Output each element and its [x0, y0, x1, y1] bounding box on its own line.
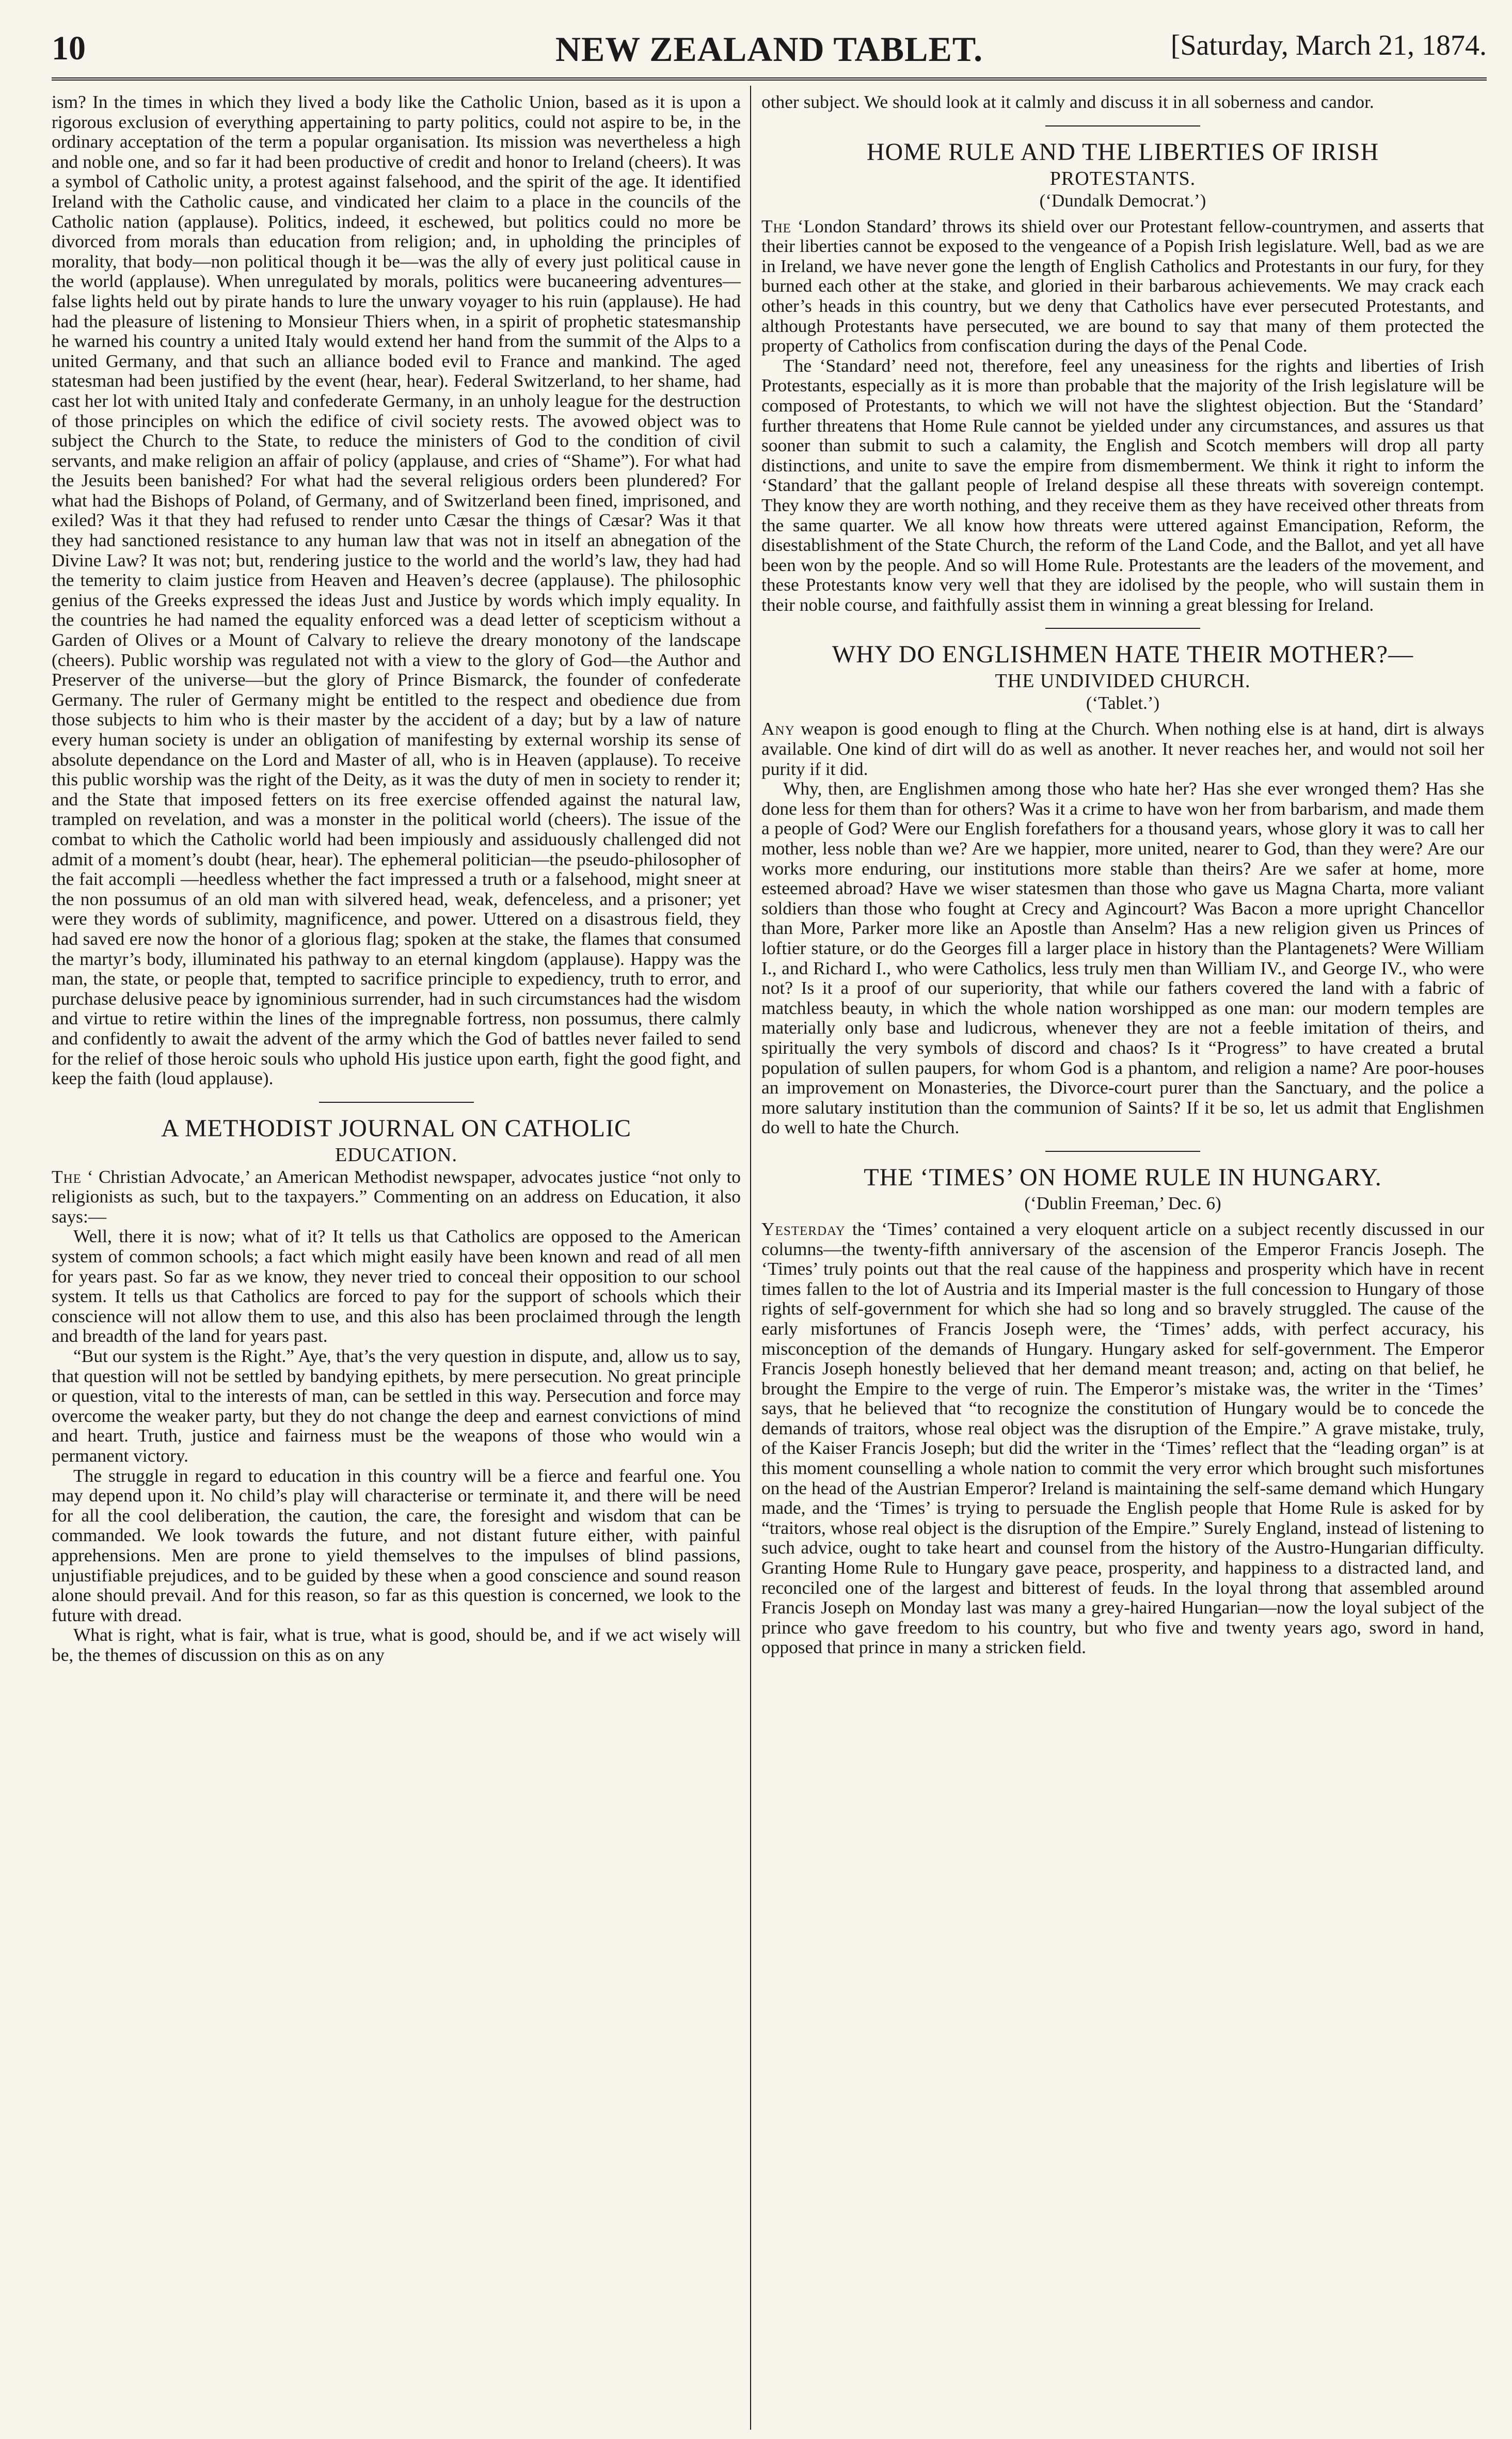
- paper-title: NEW ZEALAND TABLET.: [555, 29, 983, 69]
- lead-word: Any: [761, 718, 795, 739]
- article-paragraph: Well, there it is now; what of it? It tells us that Catholics are opposed to the American system of common schools; a fact which might easily have been known and read of all men for years past. So far as we know, they never tried to conceal their opposition to our school system. It tells us that Catholics are forced to pay for the support of schools which their conscience will not allow them to use, and this also has been proclaimed through the length and breadth of the land for years past.: [52, 1226, 741, 1347]
- lead-text: weapon is good enough to fling at the Church. When nothing else is at hand, dirt is always available. One kind of dirt will do as well as another. It never reaches her, and would not soil her purity if it did.: [761, 718, 1484, 779]
- article-home-rule-liberties: [761, 139, 1484, 615]
- article-paragraph: The ‘Standard’ need not, therefore, feel any uneasiness for the rights and liberties of Irish Protestants, especially as it is more than probable that the majority of the Irish legislature will be composed of Protestants, to which we will not have the slightest objection. But the ‘Standard’ further threatens that Home Rule cannot be yielded under any circumstances, and assures us that sooner than submit to such a calamity, the English and Scotch members will drop all party distinctions, and unite to save the empire from dismemberment. We think it right to inform the ‘Standard’ that the gallant people of Ireland despise all these threats with sovereign contempt. They know they are worth nothing, and they receive them as they have received other threats from the same quarter. We all know how threats were uttered against Emancipation, Reform, the disestablishment of the State Church, the reform of the Land Code, and the Ballot, and yet all have been won by the people. And so will Home Rule. Protestants are the leaders of the movement, and these Protestants know very well that they are idolised by the people, who will sustain them in their noble course, and faithfully assist them in winning a great blessing for Ireland.: [761, 355, 1484, 615]
- lead-text: the ‘Times’ contained a very eloquent article on a subject recently discussed in our columns—the twenty-fifth anniversary of the ascension of the Emperor Francis Joseph. The ‘Times’ truly points out that the real cause of the happiness and prosperity which have in recent times fallen to the lot of Austria and its Imperial master is the full concession to Hungary of those rights of self-government for which she had so long and so bravely struggled. The cause of the early misfortunes of Francis Joseph were, the ‘Times’ adds, with perfect accuracy, his misconception of the demands of Hungary. Hungary asked for self-government. The Emperor Francis Joseph honestly believed that her demand meant treason; and, acting on that belief, he brought the Empire to the verge of ruin. The Emperor’s mistake was, the writer in the ‘Times’ says, that he believed that “to recognize the constitution of Hungary would be to concede the demands of traitors, whose real object was the disruption of the Empire.” A grave mistake, truly, of the Kaiser Francis Joseph; but did the writer in the ‘Times’ reflect that the “leading organ” is at this moment counselling a whole nation to commit the very error which brought such misfortunes on the head of the Austrian Emperor? Ireland is maintaining the self-same demand which Hungary made, and the ‘Times’ is trying to persuade the English people that Home Rule is asked for by “traitors, whose real object is the disruption of the Empire.” Surely England, instead of listening to such advice, ought to take heart and counsel from the history of the Austro-Hungarian difficulty. Granting Home Rule to Hungary gave peace, prosperity, and happiness to a distracted land, and reconciled one of the largest and bitterest of feuds. In the loyal throng that assembled around Francis Joseph on Monday last was many a grey-haired Hungarian—now the loyal subject of the prince who gave freedom to his country, but who five and twenty years ago, sword in hand, opposed that prince in many a stricken field.: [761, 1218, 1484, 1658]
- article-subhead: THE UNDIVIDED CHURCH.: [995, 670, 1251, 692]
- article-subhead: EDUCATION.: [335, 1144, 457, 1166]
- lead-text: ‘London Standard’ throws its shield over our Protestant fellow-countrymen, and asserts that their liberties cannot be exposed to the vengeance of a Popish Irish legislature. Well, bad as we are in Ireland, we have never gone the length of English Catholics and Protestants in our fury, for they burned each other at the stake, and gloried in their barbarous achievements. We may crack each other’s heads in this country, but we deny that Catholics have ever persecuted Protestants, and although Protestants have persecuted, we are bound to say that many of them protected the property of Catholics from confiscation during the days of the Penal Code.: [761, 215, 1484, 356]
- article-lead-paragraph: [761, 216, 1484, 356]
- lead-word: The: [52, 1166, 82, 1187]
- continued-article-text: other subject. We should look at it calmly and discuss it in all soberness and candor.: [761, 92, 1374, 112]
- article-separator: [319, 1102, 474, 1103]
- lead-word: Yesterday: [761, 1218, 846, 1239]
- continued-article-text: ism? In the times in which they lived a body like the Catholic Union, based as it is upon a rigorous exclusion of everything appertaining to party politics, could not aspire to be, in the ordinary acceptation of the term a popular organisation. Its mission was nevertheless a high and noble one, and so far it had been productive of credit and honor to Ireland (cheers). It was a symbol of Catholic unity, a protest against falsehood, and the spirit of the age. It identified Ireland with the Catholic cause, and vindicated her claim to a place in the councils of the Catholic nation (applause). Politics, indeed, it eschewed, but politics could no more be divorced from morals than education from religion; and, in upholding the principles of morality, that body—non political though it be—was the ally of every just political cause in the world (applause). When unregulated by morals, politics were bucaneering adventures—false lights held out by pirate hands to lure the unwary voyager to his ruin (applause). He had had the pleasure of listening to Monsieur Thiers when, in a spirit of prophetic statesmanship he warned his country a united Italy would extend her hand from the summit of the Alps to a united Germany, and that such an alliance boded evil to France and mankind. The aged statesman had been justified by the event (hear, hear). Federal Switzerland, to her shame, had cast her lot with united Italy and confederate Germany, in an unholy league for the destruction of those principles on which the edifice of civil society rests. The avowed object was to subject the Church to the State, to reduce the ministers of God to the condition of civil servants, and make religion an affair of policy (applause, and cries of “Shame”). For what had the Jesuits been banished? For what had the several religious orders been plundered? For what had the Bishops of Poland, of Germany, and of Switzerland been fined, imprisoned, and exiled? Was it that they had refused to render unto Cæsar the things of Cæsar? Was it that they had sanctioned resistance to any human law that was not in itself an abnegation of the Divine Law? It was not; but, rendering justice to the world and the world’s law, they had had the temerity to claim justice from Heaven and Heaven’s decree (applause). The philosophic genius of the Greeks expressed the ideas Just and Justice by words which imply equality. In the countries he had named the equality enforced was a dead letter of scepticism without a Garden of Olives or a Mount of Calvary to relieve the dreary monotony of the landscape (cheers). Public worship was regulated not with a view to the glory of God—the Author and Preserver of the universe—but the glory of Prince Bismarck, the founder of confederate Germany. The ruler of Germany might be entitled to the respect and obedience due from those subjects to him who is their master by the accident of a day; but by a law of nature every human society is under an obligation of manifesting by external worship its sense of absolute dependance on the Lord and Master of all, who is in Heaven (applause). To receive this public worship was the right of the Deity, as it was the duty of men in society to render it; and the State that imposed fetters on its free exercise offended against the natural law, trampled on revelation, and was a monster in the political world (cheers). The issue of the combat to which the Catholic world had been impiously and assiduously challenged did not admit of a moment’s doubt (hear, hear). The ephemeral politician—the pseudo-philosopher of the fait accompli —heedless whether the fact impressed a truth or a falsehood, might sneer at the non possumus of an old man with silvered head, weak, defenceless, and a prisoner; yet were they words of sublimity, magnificence, and power. Uttered on a disastrous field, they had saved ere now the honor of a glorious flag; spoken at the stake, the flames that consumed the martyr’s body, illuminated his pathway to an eternal kingdom (applause). Happy was the man, the state, or people that, tempted to sacrifice principle to expediency, truth to error, and purchase delusive peace by ignominious surrender, had in such circumstances had the wisdom and virtue to retire within the lines of the impregnable fortress, non possumus, there calmly and confidently to await the advent of the army which the God of battles never failed to send for the relief of those heroic souls who uphold His justice upon earth, fight the good fight, and keep the faith (loud applause).: [52, 92, 741, 1089]
- lead-text: ‘ Christian Advocate,’ an American Methodist newspaper, advocates justice “not only to religionists as such, but to the taxpayers.” Commenting on an address on Education, it also says:—: [52, 1166, 741, 1227]
- column-divider: [750, 86, 751, 2430]
- masthead-rule: [52, 77, 1487, 81]
- article-headline: THE ‘TIMES’ ON HOME RULE IN HUNGARY.: [864, 1163, 1382, 1191]
- lead-word: The: [761, 215, 791, 236]
- article-separator: [1045, 628, 1200, 629]
- article-paragraph: “But our system is the Right.” Aye, that’s the very question in dispute, and, allow us to say, that question will not be settled by bandying epithets, by mere persecution. No great principle or question, vital to the interests of man, can be settled in this way. Persecution and force may overcome the weaker party, but they do not change the deep and earnest convictions of mind and heart. Truth, justice and fairness must be the weapons of those who would win a permanent victory.: [52, 1345, 741, 1466]
- article-source: (‘Dublin Freeman,’ Dec. 6): [1024, 1193, 1221, 1213]
- article-source: (‘Dundalk Democrat.’): [1039, 190, 1206, 211]
- article-paragraph: Why, then, are Englishmen among those who hate her? Has she ever wronged them? Has she done less for them than for others? Was it a crime to have won her from barbarism, and made them a people of God? Were our English forefathers for a thousand years, whose glory it was to call her mother, less noble than we? Are we happier, more united, nearer to God, than they were? Are our works more enduring, our institutions more stable than theirs? Are we safer at home, more esteemed abroad? Have we wiser statesmen than those who gave us Magna Charta, more valiant soldiers than those who fought at Crecy and Agincourt? Was Bacon a more upright Chancellor than More, Parker more like an Apostle than Anselm? Has a new religion given us Princes of loftier stature, or do the Georges fill a larger place in history than the Plantagenets? Were William I., and Richard I., who were Catholics, less truly men than William IV., and George IV., who were not? Is it a proof of our superiority, that while our fathers covered the land with a fabric of matchless beauty, in which the whole nation worshipped as one man: our modern temples are materially only base and ludicrous, whenever they are not a feeble imitation of theirs, and spiritually the very symbols of discord and chaos? Is it “Progress” to have created a brutal population of sullen paupers, for whom God is a phantom, and religion a name? Are poor-houses an improvement on Monasteries, the Divorce-court purer than the Sanctuary, and the police a more salutary institution than the communion of Saints? If it be so, let us admit that Englishmen do well to hate the Church.: [761, 778, 1484, 1138]
- article-headline: WHY DO ENGLISHMEN HATE THEIR MOTHER?—: [832, 641, 1414, 669]
- article-lead-paragraph: [761, 719, 1484, 779]
- article-headline: HOME RULE AND THE LIBERTIES OF IRISH: [866, 138, 1379, 166]
- article-englishmen-hate-mother: [761, 641, 1484, 1137]
- issue-date: [Saturday, March 21, 1874.: [1170, 29, 1487, 61]
- article-separator: [1045, 125, 1200, 126]
- article-methodist-journal: [52, 1115, 741, 1665]
- article-lead-paragraph: [52, 1167, 741, 1227]
- right-column: [761, 92, 1484, 2426]
- article-paragraph: What is right, what is fair, what is true, what is good, should be, and if we act wisely will be, the themes of discussion on this as on any: [52, 1624, 741, 1665]
- left-column: [52, 92, 741, 2426]
- article-lead-paragraph: [761, 1219, 1484, 1657]
- article-separator: [1045, 1151, 1200, 1152]
- page-number: 10: [52, 29, 86, 67]
- article-subhead: PROTESTANTS.: [1049, 167, 1196, 189]
- article-paragraph: The struggle in regard to education in this country will be a fierce and fearful one. You may depend upon it. No child’s play will characterise or terminate it, and there will be need for all the cool deliberation, the caution, the care, the foresight and wisdom that can be commanded. We look towards the future, and not distant future either, with painful apprehensions. Men are prone to yield themselves to the impulses of blind passions, unjustifiable prejudices, and to be guided by these when a good conscience and sound reason alone should prevail. And for this reason, so far as this question is concerned, we look to the future with dread.: [52, 1465, 741, 1625]
- article-source: (‘Tablet.’): [1086, 693, 1160, 714]
- masthead: [52, 27, 1487, 76]
- article-headline: A METHODIST JOURNAL ON CATHOLIC: [161, 1114, 631, 1142]
- article-times-home-rule-hungary: [761, 1164, 1484, 1657]
